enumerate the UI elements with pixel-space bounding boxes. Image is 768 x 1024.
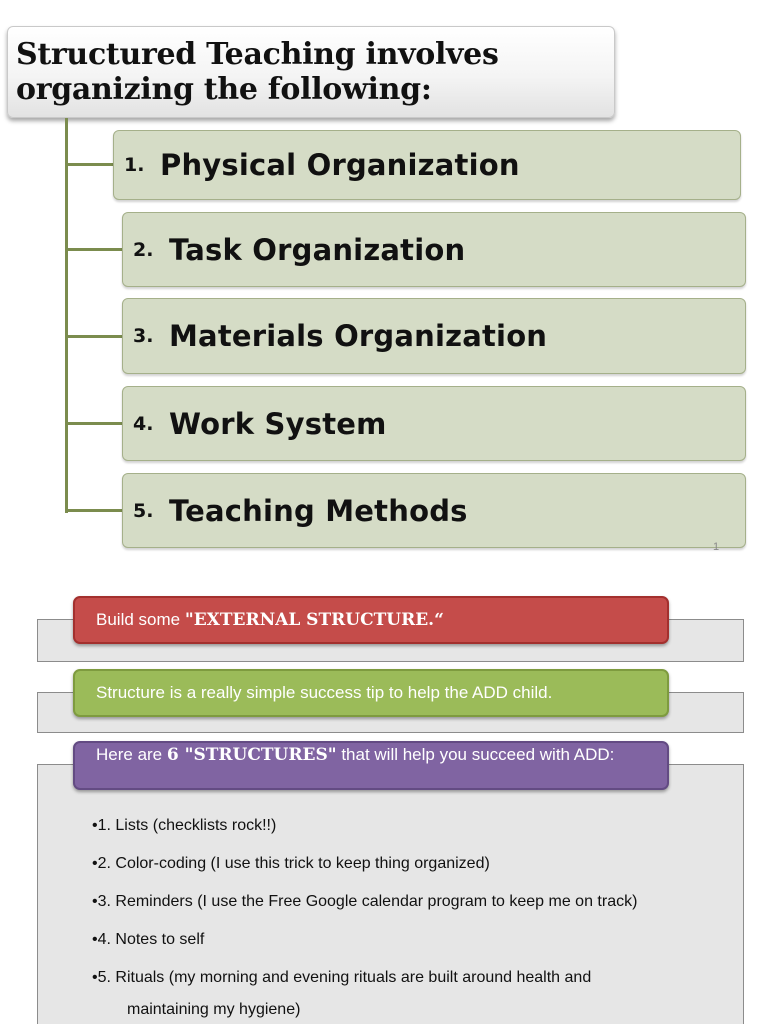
red-box-emphasis: "EXTERNAL STRUCTURE.“ [184,610,444,630]
external-structure-box [73,596,669,644]
list-item-continuation: maintaining my hygiene) [127,1001,301,1018]
connector-branch-1 [65,163,113,166]
success-tip-box [73,669,669,717]
item-label: Work System [169,406,387,441]
structures-list [92,810,732,1024]
list-item-4 [122,386,746,461]
list-item [92,886,732,918]
title-box [7,26,615,118]
list-item-text: •5. Rituals (my morning and evening rituals are built around health and [92,969,592,986]
list-item [92,810,732,842]
list-item-2 [122,212,746,287]
hierarchy-connector [65,118,68,513]
list-item-3 [122,298,746,374]
red-box-prefix: Build some [96,610,181,629]
connector-branch-4 [65,422,122,425]
list-item-5 [122,473,746,548]
purple-box-suffix: that will help you succeed with ADD: [336,745,615,764]
structures-intro-box [73,741,669,790]
list-item [92,924,732,956]
slide-title: Structured Teaching involves organizing the following: [16,37,499,107]
list-item-text: •1. Lists (checklists rock!!) [92,817,277,834]
list-item [92,962,732,1024]
purple-box-prefix: Here are [96,745,167,764]
list-item-text: •2. Color-coding (I use this trick to keep thing organized) [92,855,490,872]
purple-box-emphasis: 6 "STRUCTURES" [166,745,337,765]
list-item [92,848,732,880]
item-number: 4. [133,412,154,435]
connector-branch-3 [65,335,122,338]
connector-branch-5 [65,509,122,512]
list-item-1 [113,130,741,200]
item-label: Task Organization [169,232,466,267]
item-number: 3. [133,325,154,347]
item-number: 2. [133,238,154,261]
connector-branch-2 [65,248,122,251]
item-number: 1. [124,154,145,176]
list-item-text: •4. Notes to self [92,931,205,948]
item-label: Teaching Methods [169,493,468,528]
slide-number: 1 [713,541,720,553]
item-label: Materials Organization [169,319,548,353]
item-number: 5. [133,499,154,522]
list-item-text: •3. Reminders (I use the Free Google calendar program to keep me on track) [92,893,638,910]
green-box-text: Structure is a really simple success tip to help the ADD child. [96,683,553,702]
item-label: Physical Organization [160,148,520,182]
